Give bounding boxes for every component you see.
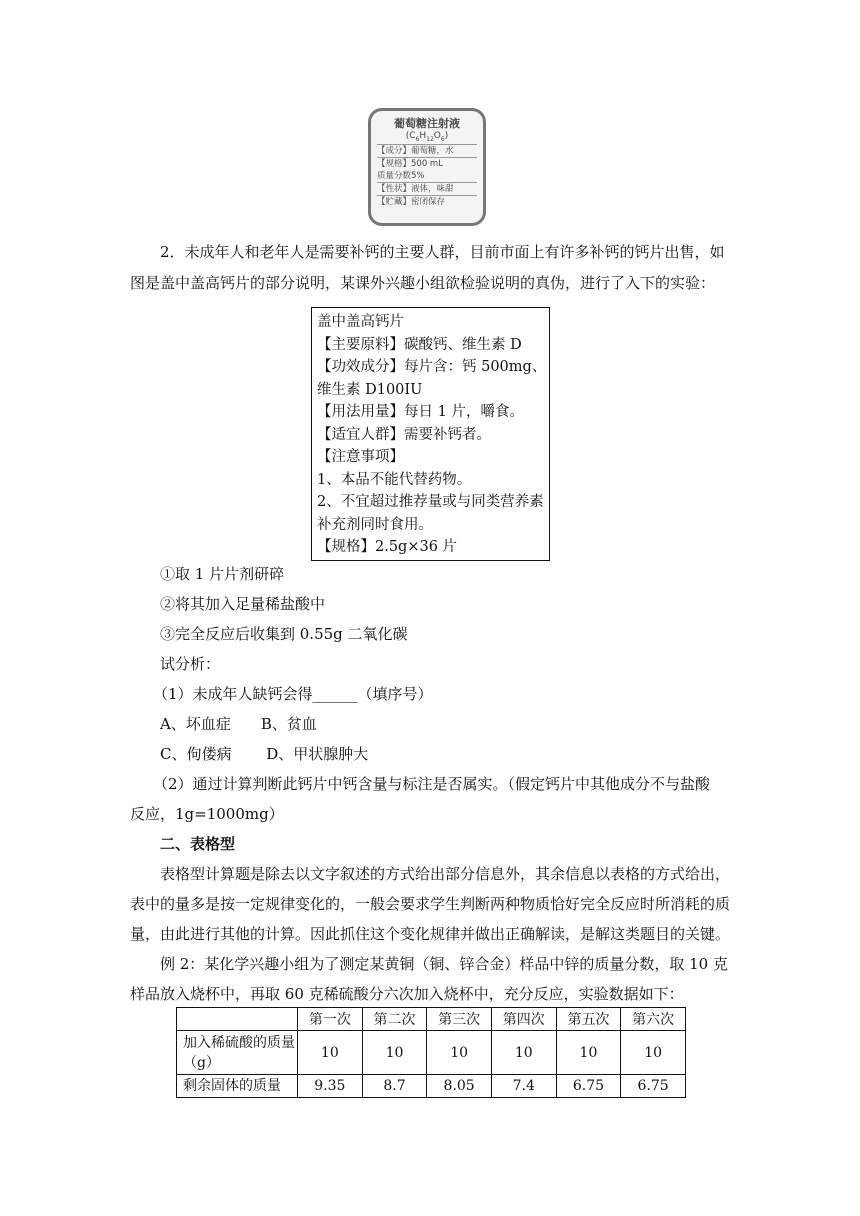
step-3: ③完全反应后收集到 0.55g 二氧化碳	[160, 625, 408, 643]
table-header-cell: 第三次	[427, 1008, 492, 1031]
table-cell: 8.7	[362, 1075, 427, 1098]
table-row	[177, 1075, 686, 1098]
sub-question-1: （1）未成年人缺钙会得______（填序号）	[153, 685, 433, 703]
section-title: 二、表格型	[160, 835, 236, 853]
example-line: 例 2：某化学兴趣小组为了测定某黄铜（铜、锌合金）样品中锌的质量分数，取 10 克	[160, 955, 728, 973]
table-cell: 10	[362, 1031, 427, 1075]
table-cell: 8.05	[427, 1075, 492, 1098]
box-line: 【注意事项】	[317, 449, 404, 465]
box-line: 【规格】2.5g×36 片	[317, 539, 458, 555]
experiment-data-table	[176, 1007, 686, 1098]
box-line: 【功效成分】每片含：钙 500mg、	[317, 359, 547, 375]
table-cell: 7.4	[491, 1075, 556, 1098]
example-line: 样品放入烧杯中，再取 60 克稀硫酸分六次加入烧杯中，充分反应，实验数据如下：	[130, 985, 684, 1003]
label-row: 【成分】葡萄糖，水	[377, 144, 477, 157]
analysis-label: 试分析：	[160, 655, 221, 673]
table-cell: 10	[427, 1031, 492, 1075]
question2-line1: 2．未成年人和老年人是需要补钙的主要人群，目前市面上有许多补钙的钙片出售，如	[160, 243, 725, 261]
table-header-cell: 第五次	[556, 1008, 621, 1031]
table-header-cell: 第六次	[621, 1008, 686, 1031]
box-line: 盖中盖高钙片	[317, 314, 404, 330]
box-line: 【主要原料】碳酸钙、维生素 D	[317, 336, 522, 353]
sub-question-2-line2: 反应，1g=1000mg）	[130, 805, 284, 823]
question2-line2: 图是盖中盖高钙片的部分说明，某课外兴趣小组欲检验说明的真伪，进行了入下的实验：	[130, 274, 716, 292]
label-formula: $(C_6H_{12}O_6)$	[405, 131, 449, 143]
table-cell: 9.35	[298, 1075, 363, 1098]
box-line: 【用法用量】每日 1 片，嚼食。	[317, 404, 524, 420]
glucose-label-image	[368, 108, 486, 226]
row-label-remaining-solid: 剩余固体的质量	[177, 1075, 298, 1098]
table-cell: 10	[556, 1031, 621, 1075]
table-header-cell	[177, 1008, 298, 1031]
box-line: 2、不宜超过推荐量或与同类营养素	[317, 494, 544, 510]
table-row	[177, 1031, 686, 1075]
step-1: ①取 1 片片剂研碎	[160, 565, 285, 583]
table-cell: 6.75	[556, 1075, 621, 1098]
options-ab: A、坏血症 B、贫血	[160, 715, 317, 733]
box-line: 补充剂同时食用。	[317, 516, 433, 533]
table-header-cell: 第四次	[491, 1008, 556, 1031]
table-header-cell: 第一次	[298, 1008, 363, 1031]
step-2: ②将其加入足量稀盐酸中	[160, 595, 326, 613]
box-line: 【适宜人群】需要补钙者。	[317, 426, 491, 443]
row-label-acid-mass: 加入稀硫酸的质量（g）	[177, 1031, 298, 1075]
label-row: 质量分数5%	[377, 170, 425, 181]
options-cd: C、佝偻病 D、甲状腺肿大	[160, 745, 369, 763]
section-para-line: 表中的量多是按一定规律变化的，一般会要求学生判断两种物质恰好完全反应时所消耗的质	[130, 895, 731, 913]
calcium-tablet-info-box	[311, 307, 550, 561]
label-row: 【规格】500 mL	[377, 157, 477, 170]
table-header-row	[177, 1008, 686, 1031]
table-cell: 6.75	[621, 1075, 686, 1098]
label-title: 葡萄糖注射液	[394, 117, 460, 130]
table-cell: 10	[298, 1031, 363, 1075]
sub-question-2-line1: （2）通过计算判断此钙片中钙含量与标注是否属实。（假定钙片中其他成分不与盐酸	[153, 775, 711, 793]
box-line: 1、本品不能代替药物。	[317, 471, 472, 488]
box-line: 维生素 D100IU	[317, 381, 423, 398]
label-row: 【性状】液体，味甜	[377, 182, 477, 195]
label-row: 【贮藏】密闭保存	[377, 195, 477, 208]
table-cell: 10	[491, 1031, 556, 1075]
section-para-line: 表格型计算题是除去以文字叙述的方式给出部分信息外，其余信息以表格的方式给出，	[160, 865, 731, 883]
section-para-line: 量，由此进行其他的计算。因此抓住这个变化规律并做出正确解读，是解这类题目的关键。	[130, 925, 731, 943]
table-header-cell: 第二次	[362, 1008, 427, 1031]
table-cell: 10	[621, 1031, 686, 1075]
